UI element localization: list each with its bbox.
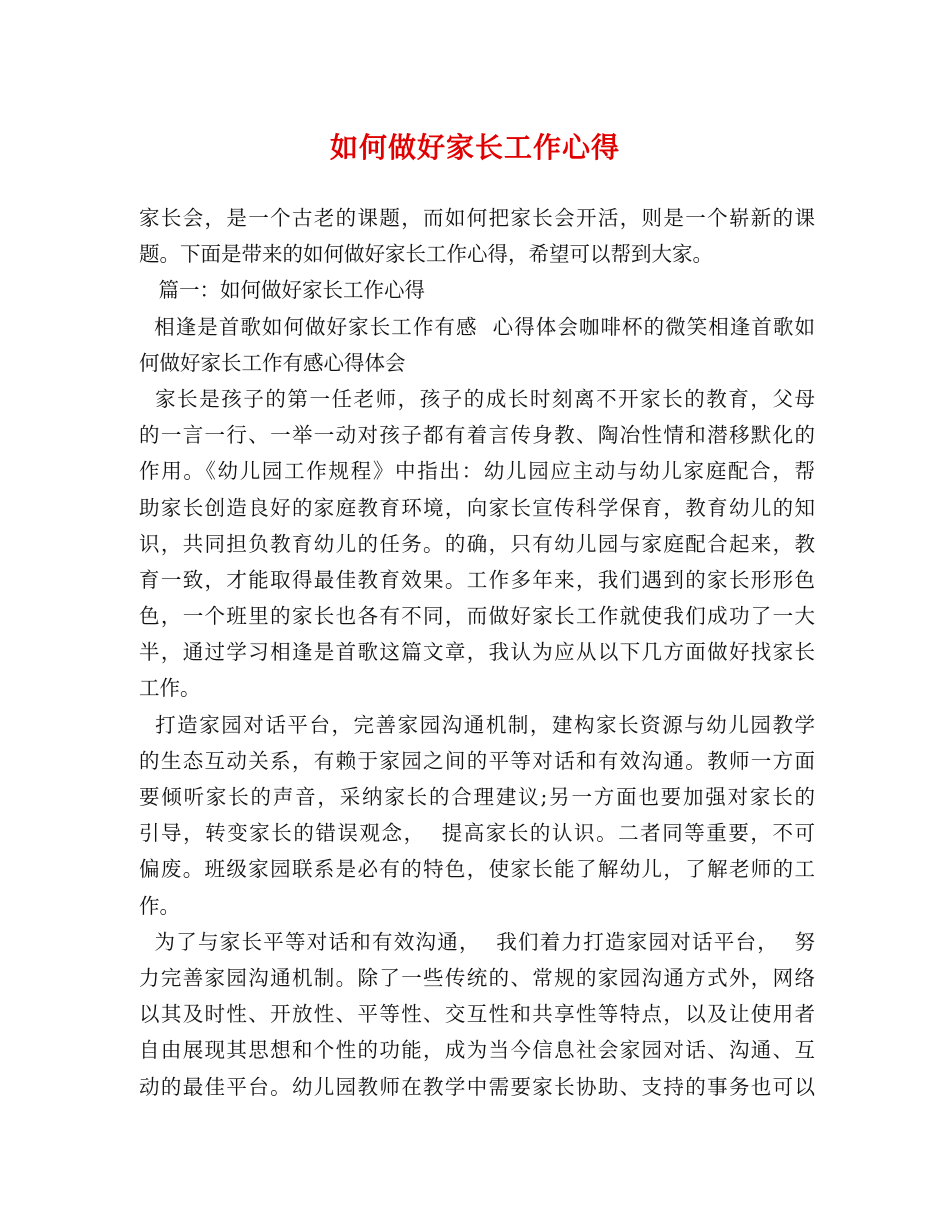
body-line: 何做好家长工作有感心得体会	[139, 350, 406, 375]
body-line: 相逢是首歌如何做好家长工作有感 心得体会咖啡杯的微笑相逢首歌如	[139, 314, 815, 339]
document-title: 如何做好家长工作心得	[329, 131, 620, 164]
body-line: 色，一个班里的家长也各有不同，而做好家长工作就使我们成功了一大	[139, 604, 815, 629]
body-line: 的生态互动关系，有赖于家园之间的平等对话和有效沟通。教师一方面	[139, 748, 815, 773]
body-line: 力完善家园沟通机制。除了一些传统的、常规的家园沟通方式外，网络	[139, 965, 815, 990]
body-line: 以其及时性、开放性、平等性、交互性和共享性等特点，以及让使用者	[139, 1002, 815, 1027]
body-line: 的一言一行、一举一动对孩子都有着言传身教、陶冶性情和潜移默化的	[139, 423, 815, 448]
body-line: 动的最佳平台。幼儿园教师在教学中需要家长协助、支持的事务也可以	[139, 1074, 815, 1099]
body-line: 家长是孩子的第一任老师，孩子的成长时刻离不开家长的教育，父母	[139, 386, 815, 411]
body-line: 题。下面是带来的如何做好家长工作心得，希望可以帮到大家。	[139, 242, 713, 267]
body-line: 偏废。班级家园联系是必有的特色，使家长能了解幼儿，了解老师的工	[139, 857, 815, 882]
body-line: 要倾听家长的声音，采纳家长的合理建议;另一方面也要加强对家长的	[139, 785, 815, 809]
body-line: 育一致，才能取得最佳教育效果。工作多年来，我们遇到的家长形形色	[139, 567, 815, 592]
body-line: 自由展现其思想和个性的功能，成为当今信息社会家园对话、沟通、互	[139, 1038, 815, 1063]
body-line: 半，通过学习相逢是首歌这篇文章，我认为应从以下几方面做好找家长	[139, 640, 815, 665]
body-line: 打造家园对话平台，完善家园沟通机制，建构家长资源与幼儿园教学	[139, 712, 815, 737]
section-heading: 篇一：如何做好家长工作心得	[139, 278, 426, 303]
body-line: 识，共同担负教育幼儿的任务。的确，只有幼儿园与家庭配合起来，教	[139, 531, 815, 556]
body-line: 助家长创造良好的家庭教育环境，向家长宣传科学保育，教育幼儿的知	[139, 495, 815, 520]
body-line: 作用。《幼儿园工作规程》中指出：幼儿园应主动与幼儿家庭配合，帮	[139, 459, 815, 484]
body-line: 为了与家长平等对话和有效沟通， 我们着力打造家园对话平台， 努	[139, 929, 815, 954]
body-line: 引导，转变家长的错误观念， 提高家长的认识。二者同等重要，不可	[139, 821, 815, 846]
body-line: 工作。	[139, 676, 201, 701]
body-line: 作。	[139, 893, 180, 918]
body-line: 家长会，是一个古老的课题，而如何把家长会开活，则是一个崭新的课	[139, 206, 815, 230]
document-body	[139, 200, 815, 1105]
